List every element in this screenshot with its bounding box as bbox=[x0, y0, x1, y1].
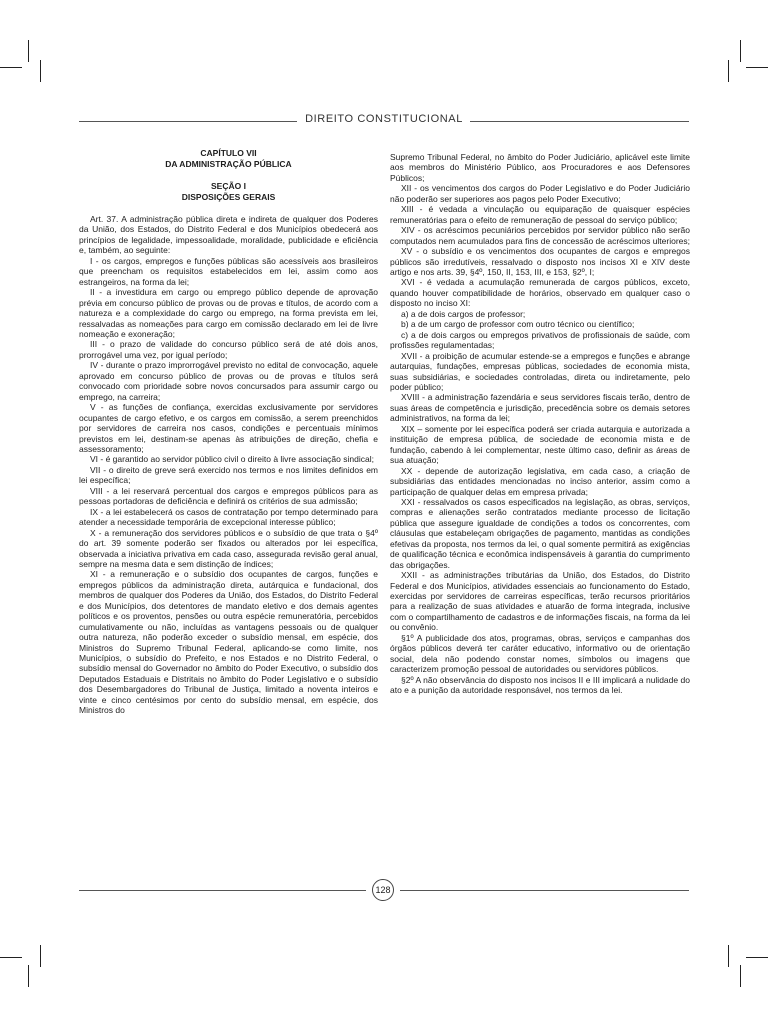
paragraph: XII - os vencimentos dos cargos do Poder Legislativo e do Poder Judiciário não poderão ser superiores aos pagos pelo Poder Executivo; bbox=[390, 183, 690, 204]
paragraph: a) a de dois cargos de professor; bbox=[401, 308, 526, 319]
chapter-heading bbox=[79, 148, 378, 202]
paragraph: V - as funções de confiança, exercidas exclusivamente por servidores ocupantes de cargo efetivo, e os cargos em comissão, a serem preenchidos por servidores de carreira nos casos, condições e percentuais mínimos previstos em lei, destinam-se apenas às atribuições de direção, chefia e assessoramento; bbox=[79, 402, 378, 454]
crop-mark bbox=[740, 965, 741, 987]
paragraph: XIV - os acréscimos pecuniários percebidos por servidor público não serão computados nem acumulados para fins de concessão de acréscimos ulteriores; bbox=[390, 225, 691, 246]
chapter-title: CAPÍTULO VII bbox=[200, 148, 257, 158]
paragraph: XVII - a proibição de acumular estende-se a empregos e funções e abrange autarquias, fundações, empresas públicas, sociedades de economia mista, suas subsidiárias, e sociedades controladas, direta ou indiretamente, pelo poder público; bbox=[390, 350, 690, 392]
crop-mark bbox=[728, 945, 729, 967]
paragraph: XIII - é vedada a vinculação ou equiparação de quaisquer espécies remuneratórias para o efeito de remuneração de pessoal do serviço público; bbox=[390, 204, 690, 225]
paragraph: X - a remuneração dos servidores públicos e o subsídio de que trata o §4º do art. 39 somente poderão ser fixados ou alterados por lei específica, observada a iniciativa privativa em cada caso, assegurada revisão geral anual, sempre na mesma data e sem distinção de índices; bbox=[79, 527, 378, 569]
paragraph: §1º A publicidade dos atos, programas, obras, serviços e campanhas dos órgãos públicos deverá ter caráter educativo, informativo ou de orientação social, dela não podendo constar nomes, símbolos ou imagens que caracterizem promoção pessoal de autoridades ou servidores públicos. bbox=[390, 632, 690, 675]
paragraph: c) a de dois cargos ou empregos privativos de profissionais de saúde, com profissões regulamentadas; bbox=[390, 329, 690, 351]
paragraph: II - a investidura em cargo ou emprego público depende de aprovação prévia em concurso público de provas ou de provas e títulos, de acordo com a natureza e a complexidade do cargo ou emprego, na forma prevista em lei, ressalvadas as nomeações para cargo em comissão declarado em lei de livre nomeação e exoneração; bbox=[79, 287, 378, 339]
section-subtitle: DISPOSIÇÕES GERAIS bbox=[181, 191, 276, 202]
paragraph: XVI - é vedada a acumulação remunerada de cargos públicos, exceto, quando houver compatibilidade de horários, observado em qualquer caso o disposto no inciso XI: bbox=[390, 277, 690, 309]
paragraph: XVIII - a administração fazendária e seus servidores fiscais terão, dentro de suas áreas de competência e jurisdição, precedência sobre os demais setores administrativos, na forma da lei; bbox=[390, 392, 690, 424]
header-rule-right bbox=[470, 121, 689, 122]
paragraph: Supremo Tribunal Federal, no âmbito do Poder Judiciário, aplicável este limite aos membros do Ministério Público, aos Procuradores e aos Defensores Públicos; bbox=[390, 152, 690, 183]
paragraph: I - os cargos, empregos e funções públicas são acessíveis aos brasileiros que preencham os requisitos estabelecidos em lei, assim como aos estrangeiros, na forma da lei; bbox=[79, 255, 378, 287]
paragraph: b) a de um cargo de professor com outro técnico ou científico; bbox=[401, 319, 635, 330]
left-column bbox=[79, 148, 378, 716]
paragraph: VI - é garantido ao servidor público civil o direito à livre associação sindical; bbox=[90, 454, 374, 465]
paragraph: XXI - ressalvados os casos especificados na legislação, as obras, serviços, compras e alienações serão contratados mediante processo de licitação pública que assegure igualdade de condições a todos os concorrentes, com cláusulas que estabeleçam obrigações de pagamento, mantidas as condições efetivas da proposta, nos termos da lei, o qual somente permitirá as exigências de qualificação técnica e econômica indispensáveis à garantia do cumprimento das obrigações. bbox=[390, 496, 690, 570]
paragraph: VIII - a lei reservará percentual dos cargos e empregos públicos para as pessoas portadoras de deficiência e definirá os critérios de sua admissão; bbox=[79, 485, 378, 507]
crop-mark bbox=[0, 67, 22, 68]
page-number: 128 bbox=[372, 879, 394, 901]
crop-mark bbox=[0, 957, 22, 958]
paragraph: XX - depende de autorização legislativa, em cada caso, a criação de subsidiárias das entidades mencionadas no inciso anterior, assim como a participação de qualquer delas em empresa privada; bbox=[390, 465, 690, 497]
footer-rule-left bbox=[79, 890, 366, 891]
right-body bbox=[390, 152, 690, 696]
chapter-subtitle: DA ADMINISTRAÇÃO PÚBLICA bbox=[165, 158, 292, 169]
paragraph: XXII - as administrações tributárias da União, dos Estados, do Distrito Federal e dos Municípios, atividades essenciais ao funcionamento do Estado, exercidas por servidores de carreiras específicas, terão recursos prioritários para a realização de suas atividades e atuarão de forma integrada, inclusive com o compartilhamento de cadastros e de informações fiscais, na forma da lei ou convênio. bbox=[390, 570, 690, 633]
crop-mark bbox=[728, 60, 729, 82]
crop-mark bbox=[28, 40, 29, 62]
section-title: SEÇÃO I bbox=[211, 181, 246, 191]
paragraph: IV - durante o prazo improrrogável previsto no edital de convocação, aquele aprovado em concurso público de provas ou de provas e títulos será convocado com prioridade sobre novos concursados para assumir cargo ou emprego, na carreira; bbox=[79, 360, 378, 402]
crop-mark bbox=[28, 965, 29, 987]
crop-mark bbox=[746, 67, 768, 68]
paragraph: XIX – somente por lei específica poderá ser criada autarquia e autorizada a instituição de empresa pública, de sociedade de economia mista e de fundação, cabendo à lei complementar, neste último caso, definir as áreas de sua atuação; bbox=[390, 423, 690, 466]
paragraph: XI - a remuneração e o subsídio dos ocupantes de cargos, funções e empregos públicos da administração direta, autárquica e fundacional, dos membros de qualquer dos Poderes da União, dos Estados, do Distrito Federal e dos Municípios, dos detentores de mandato eletivo e dos demais agentes políticos e os proventos, pensões ou outra espécie remuneratória, percebidos cumulativamente ou não, incluídas as vantagens pessoais ou de qualquer outra natureza, não poderão exceder o subsídio mensal, em espécie, dos Ministros do Supremo Tribunal Federal, aplicando-se como limite, nos Municípios, o subsídio do Prefeito, e nos Estados e no Distrito Federal, o subsídio mensal do Governador no âmbito do Poder Executivo, o subsídio dos Deputados Estaduais e Distritais no âmbito do Poder Legislativo e o subsídio dos Desembargadores do Tribunal de Justiça, limitado a noventa inteiros e vinte e cinco centésimos por cento do subsídio mensal, em espécie, dos Ministros do bbox=[79, 569, 378, 716]
crop-mark bbox=[40, 945, 41, 967]
paragraph: Art. 37. A administração pública direta e indireta de qualquer dos Poderes da União, dos Estados, do Distrito Federal e dos Municípios obedecerá aos princípios de legalidade, impessoalidade, moralidade, publicidade e eficiência e, também, ao seguinte: bbox=[79, 214, 378, 256]
paragraph: III - o prazo de validade do concurso público será de até dois anos, prorrogável uma vez, por igual período; bbox=[79, 339, 378, 360]
paragraph: VII - o direito de greve será exercido nos termos e nos limites definidos em lei específica; bbox=[79, 464, 378, 486]
crop-mark bbox=[740, 40, 741, 62]
paragraph: §2º A não observância do disposto nos incisos II e III implicará a nulidade do ato e a punição da autoridade responsável, nos termos da lei. bbox=[390, 674, 690, 696]
running-header: DIREITO CONSTITUCIONAL bbox=[305, 113, 463, 125]
footer-rule-right bbox=[400, 890, 689, 891]
left-body bbox=[79, 214, 378, 716]
crop-mark bbox=[40, 60, 41, 82]
paragraph: IX - a lei estabelecerá os casos de contratação por tempo determinado para atender a necessidade temporária de excepcional interesse público; bbox=[79, 506, 378, 528]
paragraph: XV - o subsídio e os vencimentos dos ocupantes de cargos e empregos públicos são irredutíveis, ressalvado o disposto nos incisos XI e XIV deste artigo e nos arts. 39, §4º, 150, II, 153, III, e 153, §2º, I; bbox=[390, 246, 690, 277]
crop-mark bbox=[746, 957, 768, 958]
right-column bbox=[390, 152, 690, 696]
